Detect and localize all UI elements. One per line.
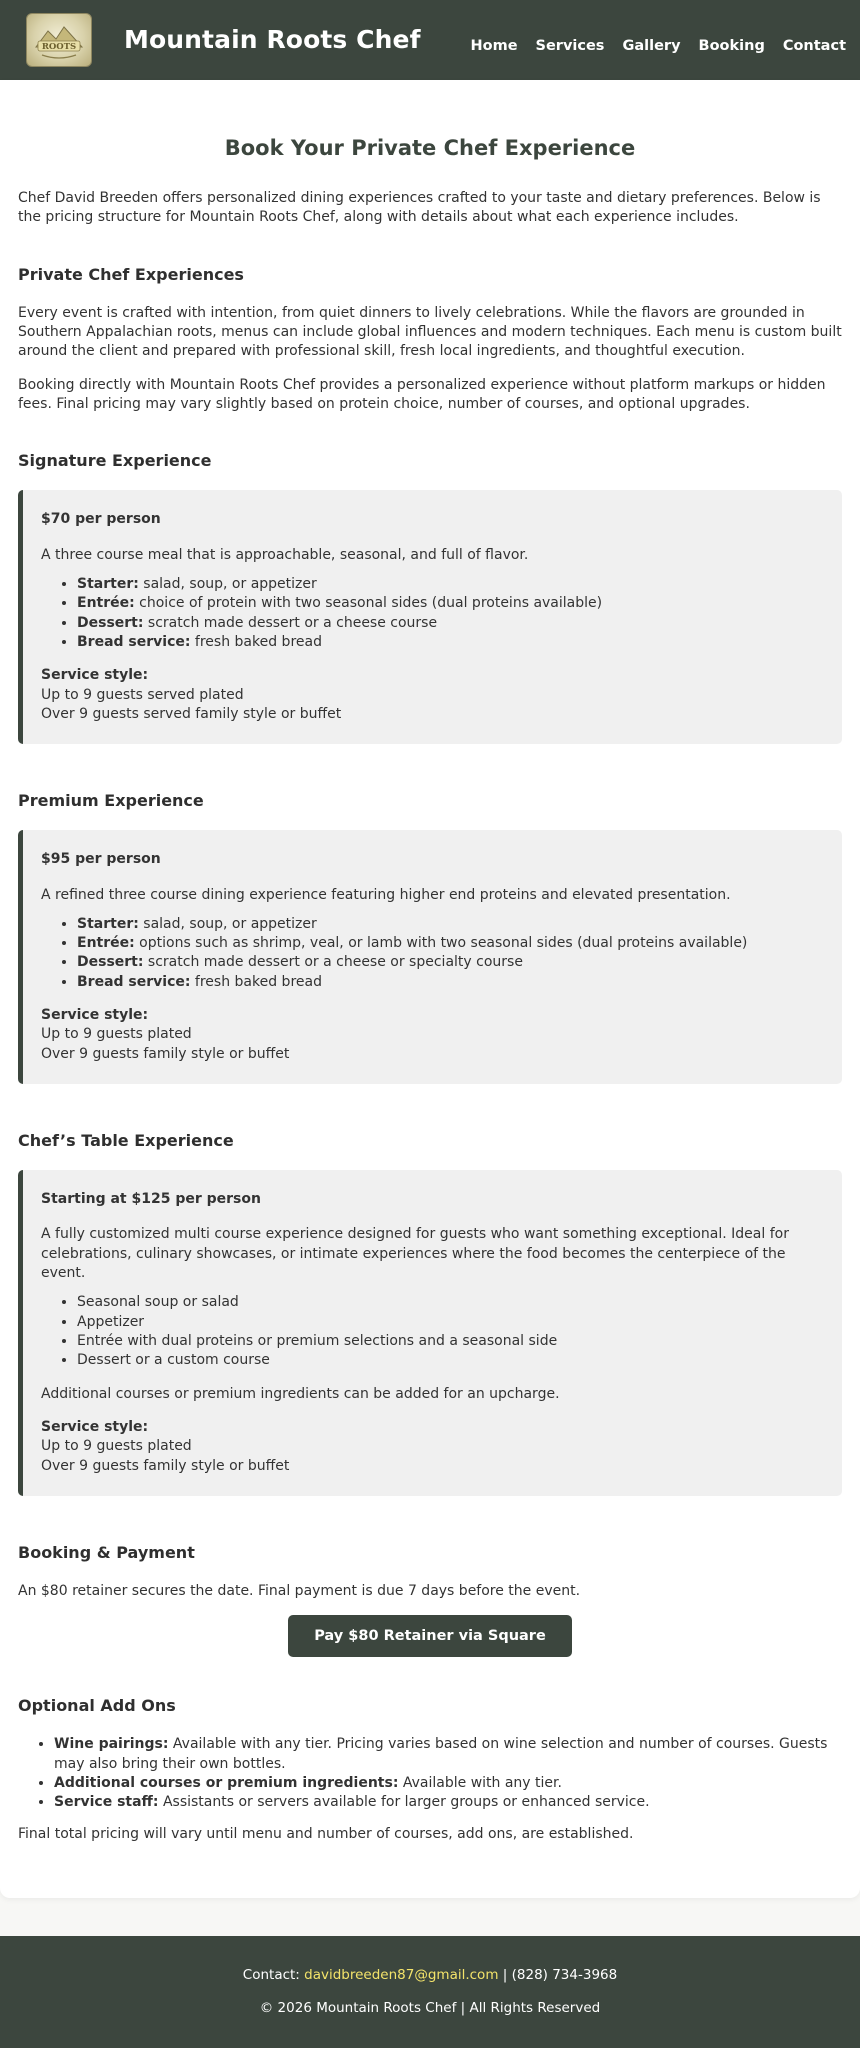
list-item	[54, 1774, 842, 1793]
item-label: Starter:	[77, 575, 139, 592]
nav-services[interactable]: Services	[535, 38, 605, 54]
booking-heading: Booking & Payment	[18, 1542, 195, 1562]
premium-price: $95 per person	[41, 851, 161, 868]
list-item: • Appetizer	[77, 1313, 820, 1332]
item-text: fresh baked bread	[190, 973, 322, 990]
chefs-table-course-list	[77, 1293, 820, 1370]
contact-label: Contact:	[242, 1967, 305, 1983]
item-label: Entrée:	[77, 595, 135, 612]
list-item	[77, 915, 820, 934]
private-paragraph-1: Every event is crafted with intention, from quiet dinners to lively celebrations. While the flavors are grounded in Southern Appalachian roots, menus can include global influences and modern techniques. Each menu is custom built around the client and prepared with professional skill, fresh local ingredients, and thoughtful execution.	[18, 304, 842, 360]
item-text: scratch made dessert or a cheese or specialty course	[143, 954, 523, 971]
item-label: Entrée:	[77, 935, 135, 952]
nav-contact[interactable]: Contact	[782, 38, 846, 54]
chefs-table-service-1: Up to 9 guests plated	[41, 1438, 192, 1455]
premium-description: A refined three course dining experience featuring higher end proteins and elevated presentation.	[41, 886, 731, 903]
item-label: Additional courses or premium ingredients:	[54, 1774, 399, 1791]
item-text: fresh baked bread	[190, 633, 322, 650]
premium-heading: Premium Experience	[18, 791, 204, 811]
chefs-table-description: A fully customized multi course experience designed for guests who want something exceptional. Ideal for celebrations, culinary showcases, or intimate experiences where the food becomes the centerpiece of the event.	[41, 1226, 789, 1282]
nav-home[interactable]: Home	[470, 38, 518, 54]
copyright: © 2026 Mountain Roots Chef | All Rights Reserved	[259, 1999, 601, 2016]
svg-text:ROOTS: ROOTS	[41, 42, 77, 52]
list-item: • Seasonal soup or salad	[77, 1293, 820, 1312]
list-item	[77, 614, 820, 633]
item-text: options such as shrimp, veal, or lamb with two seasonal sides (dual proteins available)	[134, 935, 748, 952]
premium-course-list	[77, 915, 820, 992]
addons-heading: Optional Add Ons	[18, 1696, 176, 1716]
item-text: Available with any tier.	[398, 1774, 562, 1791]
pay-button-wrapper	[18, 1615, 842, 1657]
premium-card	[18, 830, 842, 1084]
signature-course-list	[77, 575, 820, 652]
list-item: • Entrée with dual proteins or premium selections and a seasonal side	[77, 1332, 820, 1351]
signature-price: $70 per person	[41, 511, 161, 528]
premium-service-1: Up to 9 guests plated	[41, 1026, 192, 1043]
logo[interactable]	[26, 13, 92, 67]
separator: |	[498, 1967, 512, 1983]
pay-retainer-button[interactable]: Pay $80 Retainer via Square	[288, 1615, 572, 1657]
premium-service-2: Over 9 guests family style or buffet	[41, 1045, 290, 1062]
item-label: Bread service:	[77, 633, 191, 650]
list-item	[77, 973, 820, 992]
chefs-table-addon-note: Additional courses or premium ingredients can be added for an upcharge.	[41, 1385, 560, 1402]
signature-service-2: Over 9 guests served family style or buffet	[41, 705, 342, 722]
item-text: salad, soup, or appetizer	[138, 575, 317, 592]
signature-heading: Signature Experience	[18, 451, 212, 471]
booking-text: An $80 retainer secures the date. Final payment is due 7 days before the event.	[18, 1582, 581, 1599]
signature-service-label: Service style:	[41, 667, 149, 684]
nav-booking[interactable]: Booking	[698, 38, 765, 54]
private-paragraph-2: Booking directly with Mountain Roots Chef provides a personalized experience without platform markups or hidden fees. Final pricing may vary slightly based on protein choice, number of courses, and optional upgrades.	[18, 376, 826, 412]
chefs-table-heading: Chef’s Table Experience	[18, 1131, 234, 1151]
final-pricing-note: Final total pricing will vary until menu and number of courses, add ons, are established.	[18, 1825, 634, 1842]
page-title: Book Your Private Chef Experience	[224, 136, 636, 160]
signature-description: A three course meal that is approachable, seasonal, and full of flavor.	[41, 546, 529, 563]
list-item	[54, 1735, 842, 1774]
item-text: Assistants or servers available for larger groups or enhanced service.	[158, 1794, 650, 1811]
item-label: Dessert:	[77, 954, 144, 971]
list-item	[77, 575, 820, 594]
main-content	[0, 80, 860, 1898]
chefs-table-price: Starting at $125 per person	[41, 1191, 261, 1208]
item-label: Service staff:	[54, 1794, 159, 1811]
signature-card	[18, 490, 842, 744]
item-label: Wine pairings:	[54, 1736, 169, 1753]
nav-gallery[interactable]: Gallery	[622, 38, 681, 54]
list-item	[77, 934, 820, 953]
chefs-table-card	[18, 1170, 842, 1496]
item-text: salad, soup, or appetizer	[138, 915, 317, 932]
footer-contact	[0, 1966, 860, 1985]
item-label: Starter:	[77, 915, 139, 932]
main-nav	[470, 36, 846, 56]
site-header	[0, 0, 860, 80]
item-text: Available with any tier. Pricing varies based on wine selection and number of courses. Guests may also bring their own bottles.	[54, 1736, 828, 1772]
list-item	[77, 594, 820, 613]
addons-list	[54, 1735, 842, 1812]
signature-service-1: Up to 9 guests served plated	[41, 686, 244, 703]
logo-emblem-icon	[30, 17, 88, 63]
phone-number: (828) 734-3968	[511, 1967, 618, 1983]
site-footer	[0, 1936, 860, 2048]
chefs-table-service-label: Service style:	[41, 1418, 149, 1435]
list-item	[77, 633, 820, 652]
intro-text: Chef David Breeden offers personalized dining experiences crafted to your taste and dietary preferences. Below is the pricing structure for Mountain Roots Chef, along with details about what each experience includes.	[18, 189, 821, 226]
list-item: • Dessert or a custom course	[77, 1351, 820, 1370]
private-heading: Private Chef Experiences	[18, 264, 244, 284]
item-text: scratch made dessert or a cheese course	[143, 614, 438, 631]
list-item	[54, 1793, 842, 1812]
item-label: Bread service:	[77, 973, 191, 990]
chefs-table-service-2: Over 9 guests family style or buffet	[41, 1457, 290, 1474]
email-link[interactable]: davidbreeden87@gmail.com	[304, 1967, 499, 1983]
item-text: choice of protein with two seasonal sides (dual proteins available)	[134, 595, 603, 612]
premium-service-label: Service style:	[41, 1007, 149, 1024]
site-title: Mountain Roots Chef	[124, 24, 421, 54]
list-item	[77, 953, 820, 972]
item-label: Dessert:	[77, 614, 144, 631]
